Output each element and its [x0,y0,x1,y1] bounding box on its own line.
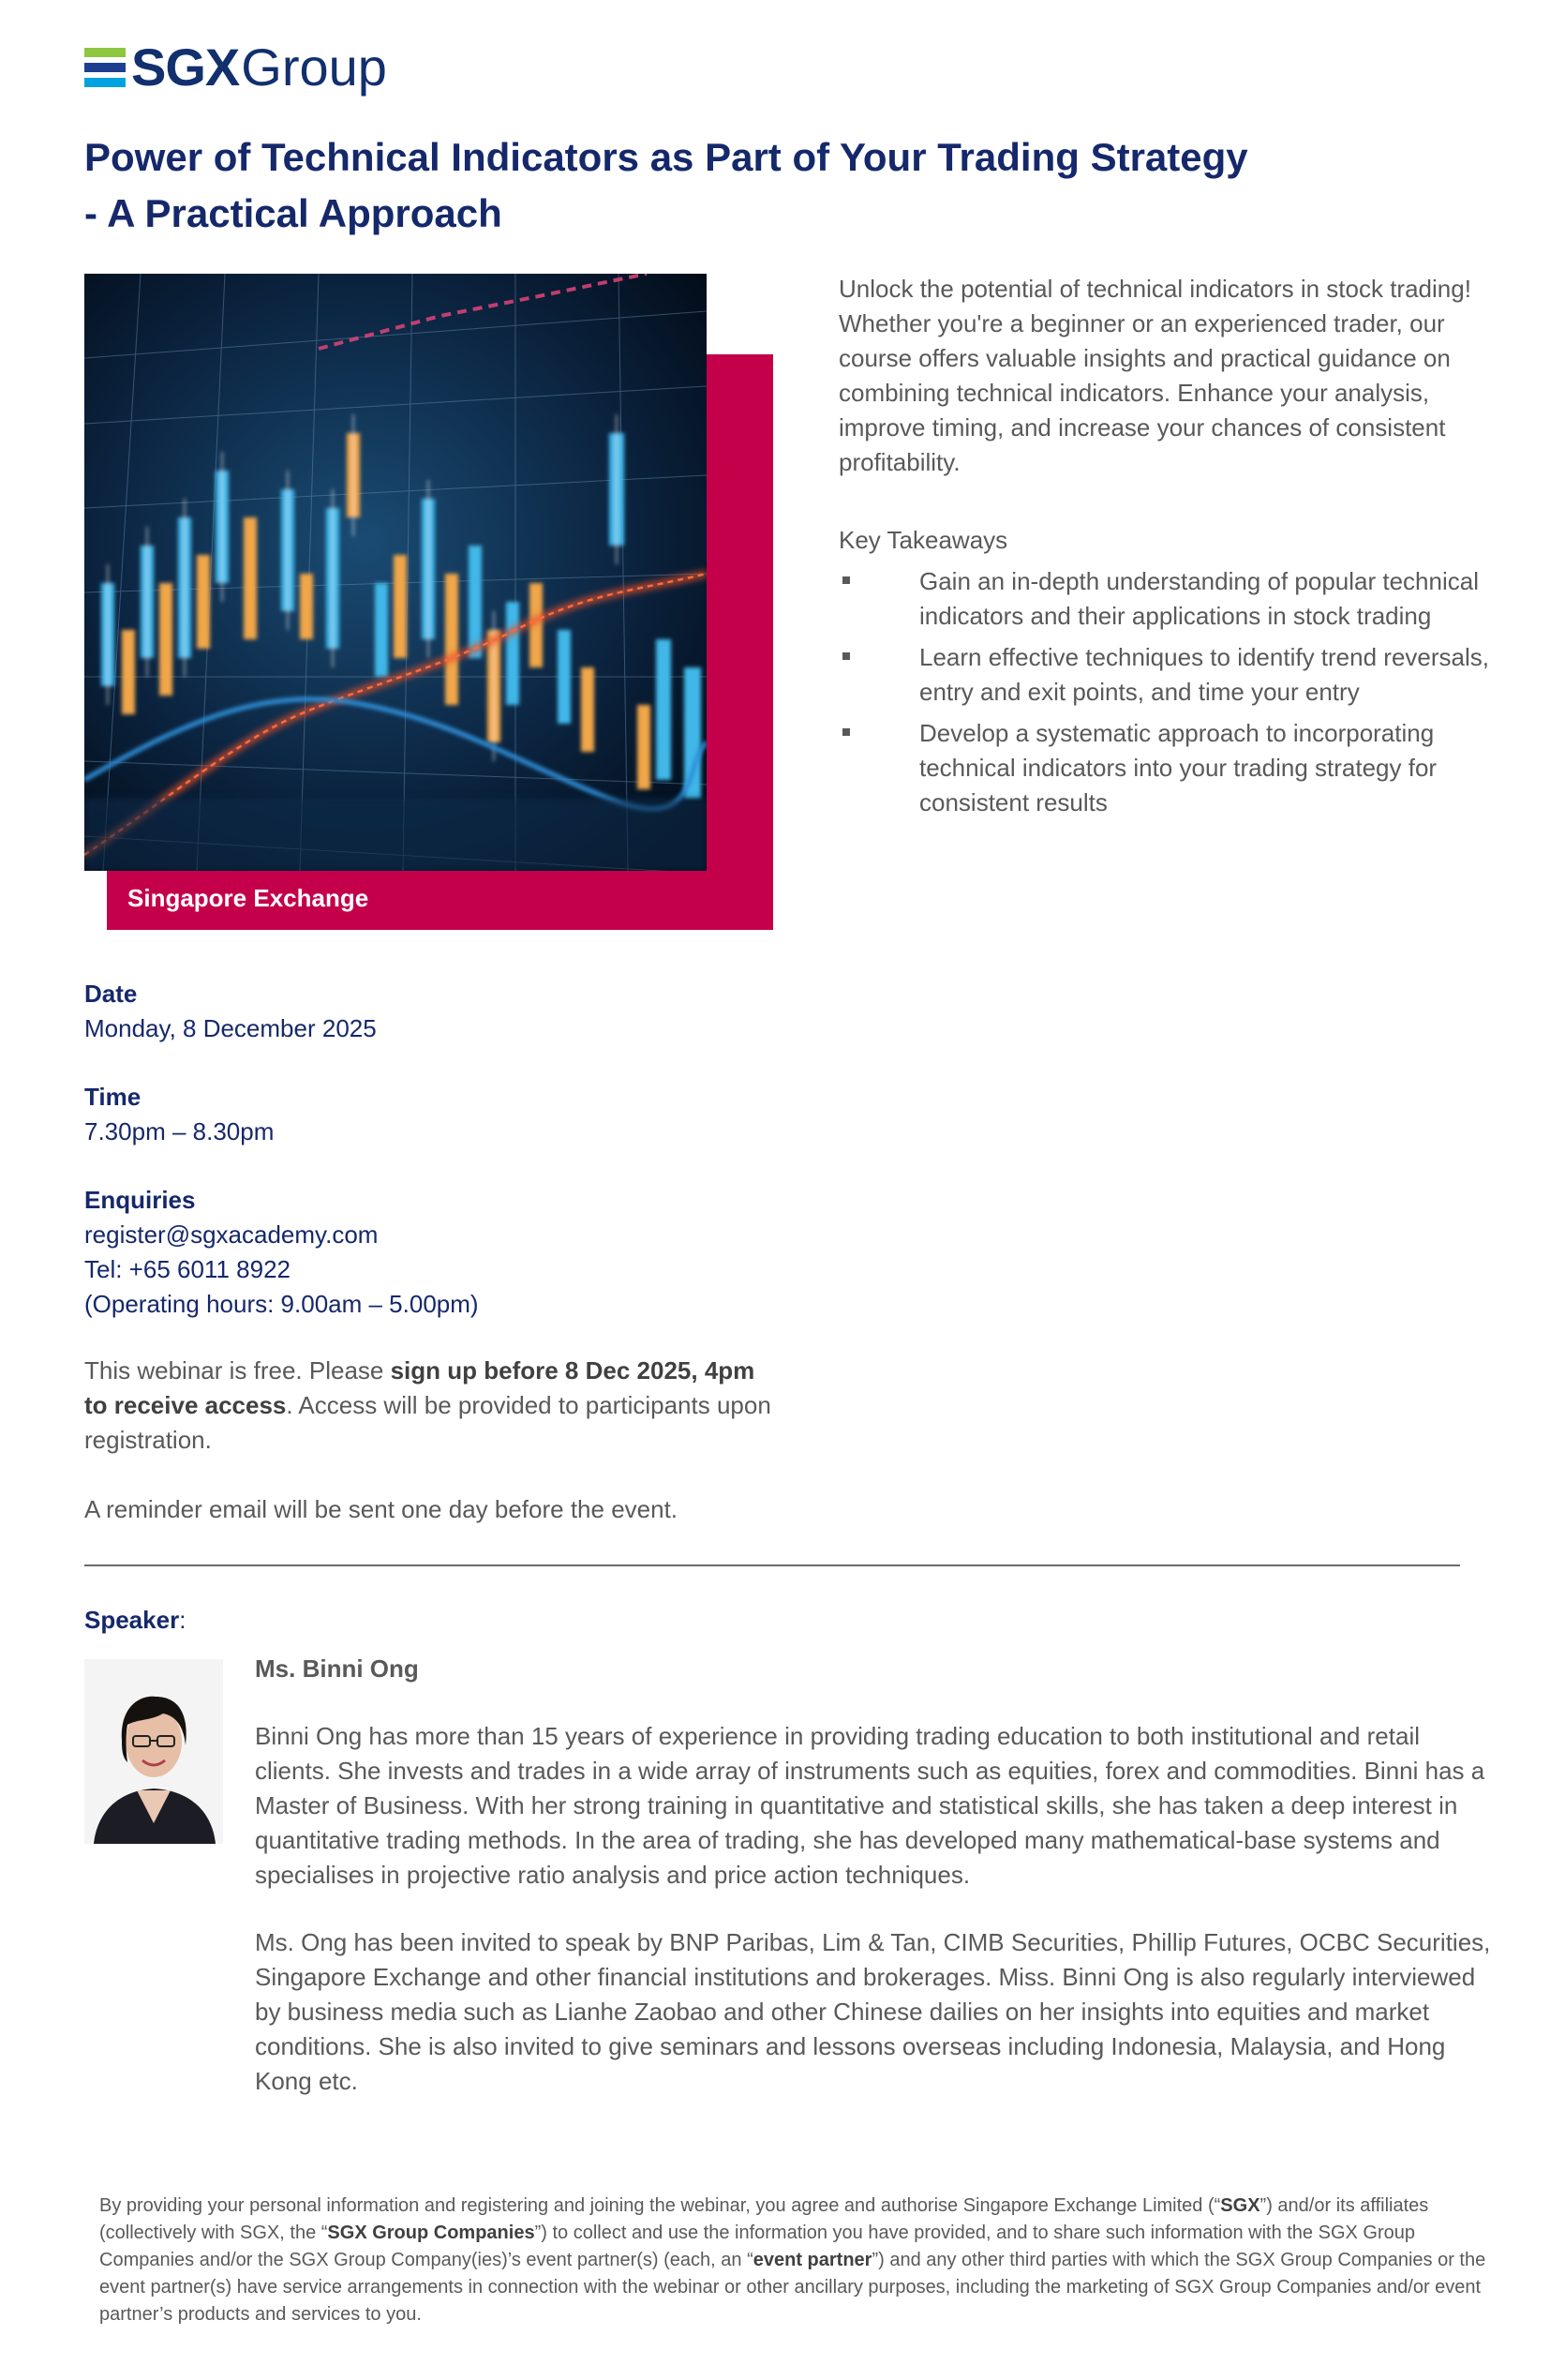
speaker-portrait-illustration [84,1659,223,1844]
speaker-heading-colon: : [179,1606,186,1634]
list-item [839,564,1495,634]
speaker-name: Ms. Binni Ong [255,1654,419,1683]
title-line-1: Power of Technical Indicators as Part of Your Trading Strategy [84,135,1248,179]
square-bullet-icon [842,576,850,584]
legal-text: ”) to collect and use the information you have provided, and to share such information with the SGX Group Companies and/or the SGX Group Company(ies)’s event partner(s) (each, an “ [99,2223,1415,2270]
list-item [839,640,1495,710]
enquiries-tel: Tel: +65 6011 8922 [84,1255,291,1283]
legal-text: ”) and/or its affiliates (collectively with SGX, the “ [99,2195,1429,2243]
time-label: Time [84,1083,142,1111]
sgx-logo-mark-icon [84,48,126,87]
date-label: Date [84,980,138,1008]
registration-note [84,1354,778,1458]
enquiries-email-link[interactable]: register@sgxacademy.com [84,1220,379,1249]
square-bullet-icon [842,728,850,736]
list-item [839,716,1495,820]
section-divider [84,1564,1460,1566]
key-takeaways-heading: Key Takeaways [839,526,1008,554]
legal-text: By providing your personal information and registering and joining the webinar, you agree and authorise Singapore Exchange Limited (“ [99,2195,1221,2216]
date-value: Monday, 8 December 2025 [84,1014,377,1042]
speaker-heading-text: Speaker [84,1606,180,1634]
legal-term-sgx-group: SGX Group Companies [327,2223,535,2243]
takeaway-text: Gain an in-depth understanding of popular technical indicators and their applications in stock trading [919,567,1479,630]
page-title [84,129,1303,242]
logo-brand-text: SGX [131,37,240,97]
legal-term-event-partner: event partner [753,2250,872,2270]
legal-term-sgx: SGX [1220,2195,1260,2216]
speaker-photo [84,1659,223,1844]
note-text: . Access will be provided to participants upon registration. [84,1391,771,1454]
enquiries-label: Enquiries [84,1186,196,1214]
hero-caption: Singapore Exchange [127,884,369,912]
enquiries-hours: (Operating hours: 9.00am – 5.00pm) [84,1290,479,1318]
legal-text: ”) and any other third parties with which the SGX Group Companies or the event partner(s) have service arrangements in connection with the webinar or other ancillary purposes, including the marketing of SGX Group Companies and/or event partner’s products and services to you. [99,2250,1486,2325]
time-value: 7.30pm – 8.30pm [84,1117,275,1145]
candlestick-chart-illustration [84,274,707,871]
speaker-bio-paragraph-1: Binni Ong has more than 15 years of experience in providing trading education to both institutional and retail clients. She invests and trades in a wide array of instruments such as equities, forex and commodities. Binni has a Master of Business. With her strong training in quantitative and statistical skills, she has taken a deep interest in quantitative trading methods. In the area of trading, she has developed many mathematical-base systems and specialises in projective ratio analysis and price action techniques. [255,1722,1485,1889]
speaker-bio-paragraph-2: Ms. Ong has been invited to speak by BNP Paribas, Lim & Tan, CIMB Securities, Phillip Futures, OCBC Securities, Singapore Exchange and other financial institutions and brokerages. Miss. Binni Ong is also regularly interviewed by business media such as Lianhe Zaobao and other Chinese dailies on her insights into equities and market conditions. She is also invited to give seminars and lessons overseas including Indonesia, Malaysia, and Hong Kong etc. [255,1928,1491,2095]
privacy-disclaimer [99,2193,1496,2328]
sgx-group-logo [84,36,387,99]
course-description: Unlock the potential of technical indicators in stock trading! Whether you're a beginner or an experienced trader, our course offers valuable insights and practical guidance on combining technical indicators. Enhance your analysis, improve timing, and increase your chances of consistent profitability. [839,275,1471,476]
takeaway-text: Learn effective techniques to identify trend reversals, entry and exit points, and time your entry [919,643,1489,706]
title-line-2: - A Practical Approach [84,191,502,235]
hero-candlestick-image [84,274,707,871]
note-text: This webinar is free. Please [84,1356,391,1385]
reminder-note: A reminder email will be sent one day before the event. [84,1495,678,1523]
key-takeaways-list [839,564,1495,827]
note-deadline: sign up before 8 Dec 2025, 4pm to receive access [84,1356,755,1419]
square-bullet-icon [842,652,850,660]
logo-group-text: Group [241,37,387,97]
takeaway-text: Develop a systematic approach to incorporating technical indicators into your trading strategy for consistent results [919,719,1438,816]
speaker-heading [84,1603,186,1638]
